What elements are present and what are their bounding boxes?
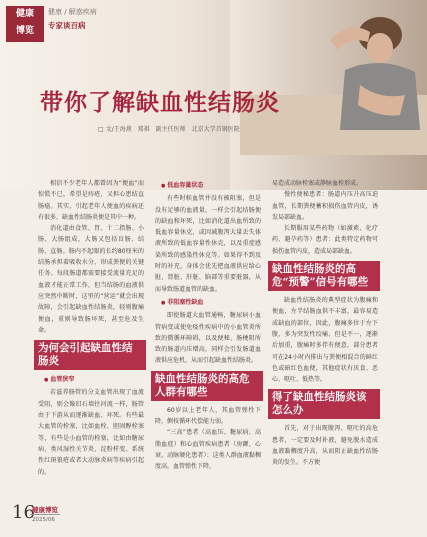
subheading-low-volume: ● 低血容量状态 — [155, 180, 261, 192]
intro-paragraph: 消化道由食管、胃、十二指肠、小肠、大肠组成，大肠又包括盲肠、结肠、直肠。肠内不起眼的长约80厘米的结肠承担着吸收水分、形成粪便的关键任务。每段肠道都需要接受流量充足的血液才能正常工作，但当结肠的血液供应突然中断时，这里的“营运”就会出现故障，会引起缺血性结肠炎，轻则腹痛便血，重则导致肠坏死，甚至危及生命。 — [38, 225, 144, 334]
column-3 — [272, 178, 378, 469]
footer-divider — [30, 514, 60, 515]
issue-date: 2025/06 — [32, 517, 55, 523]
article-title: 带你了解缺血性结肠炎 — [40, 89, 280, 116]
page-number: 16 — [12, 502, 35, 523]
column-name: 专家谈百病 — [48, 21, 86, 30]
subheading-vascular-stenosis: ● 血管狭窄 — [38, 374, 144, 386]
body-paragraph: 慢性便秘患者：肠道内压升高压迫血管，长期粪便蓄积损伤血管内皮，诱发局部缺血。 — [272, 191, 378, 221]
column-1 — [38, 178, 144, 478]
section-heading-warning-signs: 缺血性结肠炎的高危“预警”信号有哪些 — [268, 261, 380, 291]
body-paragraph: 有些时候血管并没有被阻塞，但是没有足够的血液量，一样会引起结肠便的缺血和坏死，比如消化道出血所致的低血容量休克，或因减腹泻大量丢失体液所致的低血容量性休克，以及重症感染所致的感染性休克等。如果得不到及时的补充，身体会优先把血液供应给心脏、肾脏、肝脏、脑部等重要脏器，从而导致肠道血管的缺血。 — [155, 195, 261, 293]
subheading-non-obstructive: ● 非阻塞性缺血 — [155, 297, 261, 309]
magazine-logo: 健康 博览 — [6, 6, 44, 42]
section-heading-causes: 为何会引起缺血性结肠炎 — [34, 340, 146, 370]
section-heading-risk-groups: 缺血性结肠炎的高危人群有哪些 — [151, 371, 263, 401]
body-paragraph: 缺血性结肠炎的典型症状为腹痛和便血，左半结肠血供不丰富，最容易造成缺血的部位，因此，腹痛多位于左下腹，多为突发性绞痛，但是不一，逐渐后加重，腹痛时多伴有便意，部分患者可在24小时内排出与粪便相混合的鲜红色或暗红色血便，其他症状有厌食、恶心、呕吐、低热等。 — [272, 297, 378, 384]
body-paragraph: 若滋养肠管的分支血管出现了血流受阻，则会像旧石墙往河流一样，肠管由于下游从而逐渐缺血、坏死。有些最大血管的栓塞，比如血栓、胆固醇栓塞等，有些是小血管的栓塞，比如由糖尿病、类风湿性关节炎、淀粉样变、系统性红斑狼疮或者大动脉炎病等疾病引起的。 — [38, 389, 144, 476]
section-category: 健康 / 解惑疾病 — [48, 8, 97, 16]
body-paragraph: 长期服用某些药物（如激素、化疗药、避孕药等）患者：此类特定药物可损伤血管内皮，造成局部缺血。 — [272, 225, 378, 255]
footer-brand: 健康博览 — [32, 506, 58, 514]
intro-paragraph: 相信不少老年人都曾因为“便血”而惊慌不已，希望是痔疮，又担心患结直肠癌。其实，引起老年人便血的疾病还有很多，缺血性结肠炎便是其中一种。 — [38, 180, 144, 221]
body-paragraph: 即使肠道大血管通畅，糖尿病小血管病变或使免疫性疾病中的小血管炎所致的微循环障碍，以及便秘、肠梗阻所致的肠道内压增高，同样会引发肠道血液供应危机，从而引起缺血性结肠炎。 — [155, 312, 261, 365]
body-paragraph: 60岁以上老年人，其血管弹性下降，侧枝循环代偿能力弱。 — [155, 406, 261, 426]
body-paragraph: “三高”患者（高血压、糖尿病、高脂血症）和心血管疾病患者（房颤、心衰、动脉硬化患者）：这类人群血液黏稠度高，血管弹性下降， — [155, 429, 261, 471]
body-paragraph: 易造成动脉栓塞或静脉血栓形成。 — [272, 180, 363, 187]
article-byline: □ 文/王海燕 郑祺 副主任医师 北京大学首钢医院 — [98, 126, 240, 133]
section-heading-treatment: 得了缺血性结肠炎该怎么办 — [268, 389, 380, 419]
body-paragraph: 首先，对于出现腹泻、呕吐的高危患者，一定要及时补液，避免脱水造成血液黏稠度升高，从而阻止缺血性结肠炎的发生。不方便 — [272, 425, 378, 467]
column-2 — [155, 178, 261, 473]
